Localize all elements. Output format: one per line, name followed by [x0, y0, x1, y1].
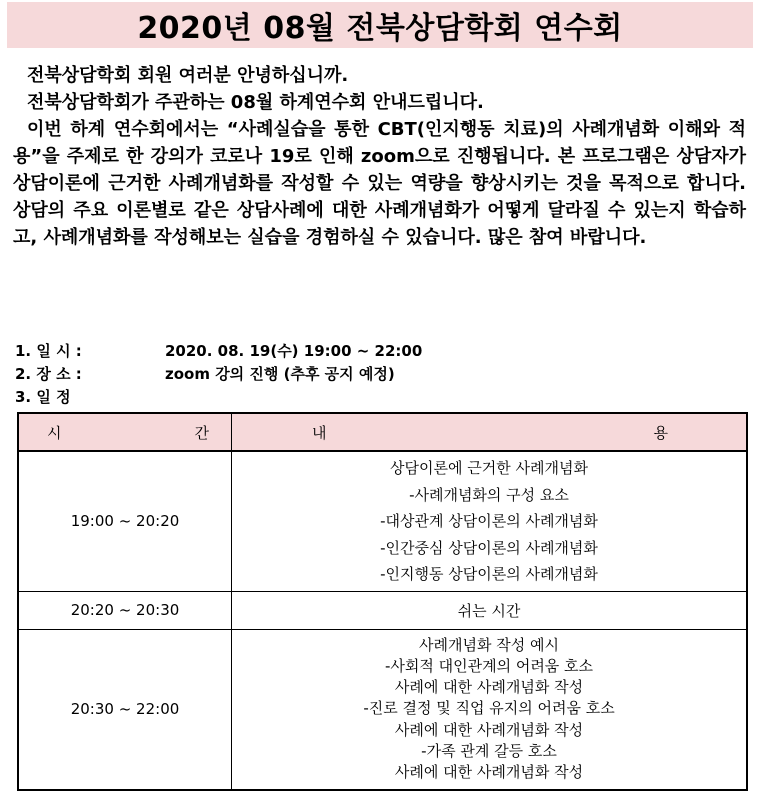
intro-section: [13, 62, 746, 251]
time-cell: 19:00 ~ 20:20: [18, 451, 232, 591]
time-column-header: [18, 413, 232, 451]
date-row: [15, 340, 745, 363]
event-info: [15, 340, 745, 409]
date-value: 2020. 08. 19(수) 19:00 ~ 22:00: [165, 342, 423, 360]
content-line: -인지행동 상담이론의 사례개념화: [380, 565, 598, 583]
content-line: -사회적 대인관계의 어려움 호소: [384, 656, 594, 675]
content-line: 쉬는 시간: [457, 601, 521, 620]
time-cell: 20:20 ~ 20:30: [18, 591, 232, 629]
content-line: -대상관계 상담이론의 사례개념화: [380, 512, 598, 530]
content-header-char-1: 내: [312, 423, 327, 442]
table-row: [18, 451, 747, 591]
content-line: -인간중심 상담이론의 사례개념화: [380, 538, 598, 557]
content-line: -진로 결정 및 직업 유지의 어려움 호소: [363, 699, 615, 718]
schedule-table: [17, 412, 748, 791]
notice-text: 전북상담학회가 주관하는 08월 하계연수회 안내드립니다.: [27, 92, 484, 113]
schedule-label: 3. 일 정: [15, 388, 71, 406]
place-label: 2. 장 소 :: [15, 365, 82, 383]
greeting-text: 전북상담학회 회원 여러분 안녕하십니까.: [27, 65, 349, 86]
content-line: 사례에 대한 사례개념화 작성: [394, 763, 584, 782]
content-line: 사례개념화 작성 예시: [419, 635, 559, 654]
time-header-char-2: 간: [194, 423, 209, 442]
date-label: 1. 일 시 :: [15, 342, 82, 360]
time-cell: 20:30 ~ 22:00: [18, 629, 232, 790]
content-line: -사례개념화의 구성 요소: [409, 485, 569, 504]
content-cell: [232, 591, 748, 629]
title-banner: [7, 2, 753, 48]
intro-body-text: 이번 하계 연수회에서는 “사례실습을 통한 CBT(인지행동 치료)의 사례개념화 이해와 적용”을 주제로 한 강의가 코로나 19로 인해 zoom으로 진행됩니다. 본 프로그램은 상담자가 상담이론에 근거한 사례개념화를 작성할 수 있는 역량을 향상시키는 것을 목적으로 합니다. 상담의 주요 이론별로 같은 상담사례에 대한 사례개념화가 어떻게 달라질 수 있는지 학습하고, 사례개념화를 작성해보는 실습을 경험하실 수 있습니다. 많은 참여 바랍니다.: [13, 119, 746, 248]
content-line: -가족 관계 갈등 호소: [421, 741, 557, 760]
content-line: 상담이론에 근거한 사례개념화: [390, 459, 588, 477]
table-row: [18, 629, 747, 790]
table-row: [18, 591, 747, 629]
place-row: [15, 363, 745, 386]
content-header-char-2: 용: [653, 423, 668, 442]
content-cell: [232, 451, 748, 591]
content-column-header: [232, 413, 748, 451]
place-value: zoom 강의 진행 (추후 공지 예정): [165, 365, 395, 383]
schedule-header-row: [18, 413, 747, 451]
time-header-char-1: 시: [47, 423, 62, 442]
schedule-heading-row: [15, 386, 745, 409]
content-line: 사례에 대한 사례개념화 작성: [394, 720, 584, 739]
content-cell: [232, 629, 748, 790]
content-line: 사례에 대한 사례개념화 작성: [394, 678, 584, 697]
page-title: 2020년 08월 전북상담학회 연수회: [137, 11, 623, 46]
